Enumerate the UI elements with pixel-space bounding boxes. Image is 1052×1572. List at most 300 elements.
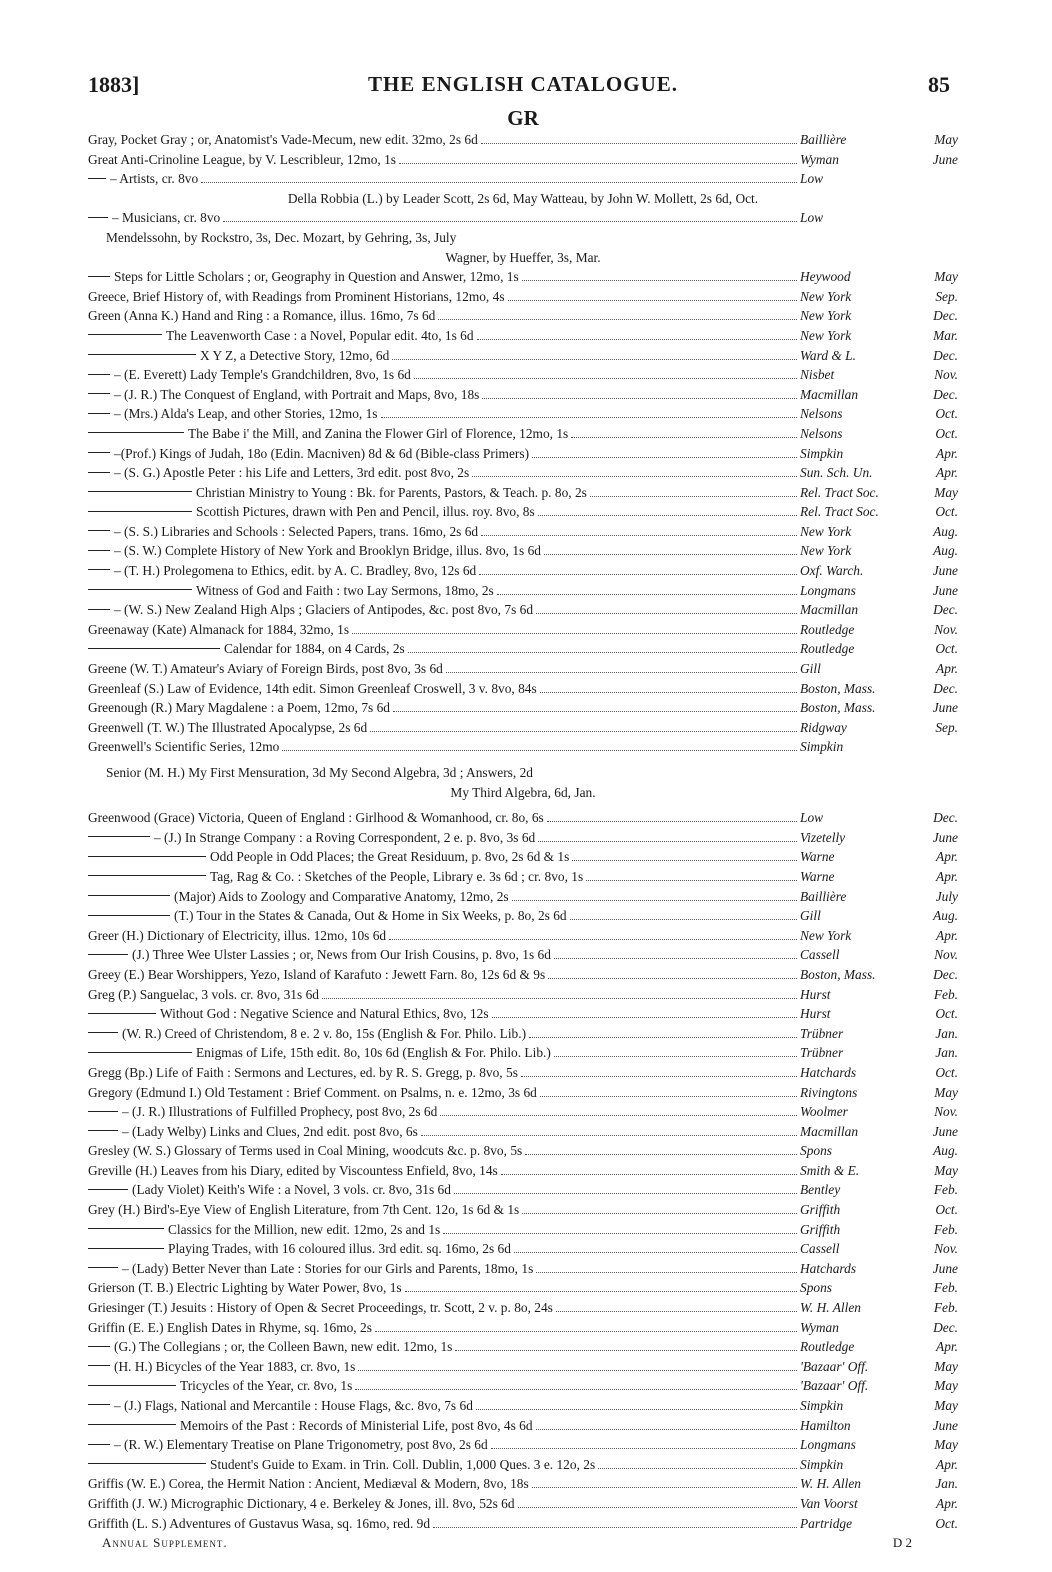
entry-text: Calendar for 1884, on 4 Cards, 2s [224,641,405,657]
entry-title [88,1004,489,1024]
entry-publisher: Heywood [800,269,851,285]
catalogue-entry [88,1455,958,1475]
entry-title [88,1514,430,1534]
entry-month: Apr. [936,661,958,677]
entry-publisher: Macmillan [800,1123,859,1139]
leader-dots [570,919,797,920]
entry-text: Greville (H.) Leaves from his Diary, edited by Viscountess Enfield, 8vo, 14s [88,1162,498,1178]
sub-entry-line: Della Robbia (L.) by Leader Scott, 2s 6d, May Watteau, by John W. Mollett, 2s 6d, Oct. [287,190,759,206]
entry-month: Apr. [936,465,958,481]
leader-dots [223,221,797,222]
entry-month: Apr. [936,1456,958,1472]
entry-publisher: Rel. Tract Soc. [800,484,879,500]
entry-title [88,326,474,346]
entry-publisher: Nelsons [800,406,843,422]
catalogue-entry [88,1357,958,1377]
leader-dots [512,900,797,901]
catalogue-entry [88,385,958,405]
entry-title [88,169,198,189]
entry-month: July [935,888,958,904]
entry-month: Oct. [935,425,958,441]
catalogue-entry [88,1161,958,1181]
entry-text: – (T. H.) Prolegomena to Ethics, edit. by A. C. Bradley, 8vo, 12s 6d [114,563,477,579]
entry-month: Apr. [936,849,958,865]
entry-title [88,600,533,620]
entry-publisher: Trübner [800,1025,844,1041]
sub-entry-line: Wagner, by Hueffer, 3s, Mar. [445,249,601,265]
leader-dots [590,496,797,497]
catalogue-entry [88,346,958,366]
ditto-rule [88,954,128,955]
ditto-rule [88,452,110,453]
catalogue-entry [88,965,958,985]
entry-title [88,1396,473,1416]
ditto-rule [88,1463,206,1464]
catalogue-entry [88,600,958,620]
entry-title [88,1259,533,1279]
entry-title [88,1239,511,1259]
entry-text: Greenleaf (S.) Law of Evidence, 14th edit. Simon Greenleaf Croswell, 3 v. 8vo, 84s [88,680,537,696]
entry-text: Gregg (Bp.) Life of Faith : Sermons and Lectures, ed. by R. S. Gregg, p. 8vo, 5s [88,1064,518,1080]
ditto-rule [88,1404,110,1405]
entry-text: Green (Anna K.) Hand and Ring : a Romance, illus. 16mo, 7s 6d [88,308,436,324]
catalogue-entry [88,522,958,542]
entry-month: Oct. [935,1006,958,1022]
entry-text: – (S. W.) Complete History of New York and Brooklyn Bridge, illus. 8vo, 1s 6d [114,543,542,559]
entry-text: Greenwood (Grace) Victoria, Queen of England : Girlhood & Womanhood, cr. 8o, 6s [88,810,544,826]
ditto-rule [88,1424,176,1425]
leader-dots [554,1056,797,1057]
leader-dots [476,1409,797,1410]
entry-publisher: Bentley [800,1182,841,1198]
catalogue-entry [88,581,958,601]
ditto-rule [88,1189,128,1190]
entry-publisher: Warne [800,849,835,865]
entry-month: Jan. [935,1025,958,1041]
entry-title [88,1200,519,1220]
catalogue-entry [88,847,958,867]
entry-publisher: Hatchards [800,1064,857,1080]
entry-publisher: Spons [800,1280,832,1296]
entry-month: June [932,1123,958,1139]
entry-text: Greg (P.) Sanguelac, 3 vols. cr. 8vo, 31s 6d [88,986,319,1002]
entry-text: Gray, Pocket Gray ; or, Anatomist's Vade-Mecum, new edit. 32mo, 2s 6d [88,132,478,147]
catalogue-entry [88,424,958,444]
sub-list-2 [88,228,958,267]
entry-text: Grey (H.) Bird's-Eye View of English Literature, from 7th Cent. 12o, 1s 6d & 1s [88,1202,520,1218]
leader-dots [322,998,797,999]
leader-dots [556,1311,797,1312]
entry-month: Feb. [933,1280,958,1296]
entry-text: (Lady Violet) Keith's Wife : a Novel, 3 vols. cr. 8vo, 31s 6d [132,1182,451,1198]
entry-month: June [932,151,958,167]
catalogue-entry [88,945,958,965]
leader-dots [381,417,798,418]
sub-list-3 [88,763,958,802]
entry-title [88,502,535,522]
ditto-rule [88,550,110,551]
entry-month: Dec. [933,602,958,618]
entry-title [88,1455,595,1475]
entry-title [88,1141,522,1161]
entry-publisher: Hamilton [800,1417,851,1433]
entry-month: Dec. [933,347,958,363]
ditto-rule [88,1248,164,1249]
ditto-rule [88,569,110,570]
entry-text: Gregory (Edmund I.) Old Testament : Brief Comment. on Psalms, n. e. 12mo, 3s 6d [88,1084,537,1100]
catalogue-entry [88,679,958,699]
entry-publisher: New York [800,327,852,343]
entry-month: May [934,1084,958,1100]
entry-publisher: Longmans [800,582,856,598]
entry-text: – (W. S.) New Zealand High Alps ; Glaciers of Antipodes, &c. post 8vo, 7s 6d [114,602,534,618]
leader-dots [548,978,797,979]
leader-dots [414,378,797,379]
ditto-rule [88,1111,118,1112]
entry-publisher: Simpkin [800,445,844,461]
catalogue-entry [88,502,958,522]
entry-publisher: Cassell [800,1241,840,1257]
entry-title [88,541,541,561]
entry-publisher: Boston, Mass. [800,700,876,716]
entry-title [88,808,544,828]
leader-dots [536,1272,797,1273]
entry-title [88,1357,355,1377]
catalogue-entry [88,561,958,581]
entry-title [88,444,529,464]
ditto-rule [88,413,110,414]
entry-publisher: Low [800,810,824,826]
catalogue-entry [88,1494,958,1514]
ditto-rule [88,895,170,896]
entry-text: (H. H.) Bicycles of the Year 1883, cr. 8vo, 1s [114,1358,356,1374]
entry-month: Feb. [933,1182,958,1198]
catalogue-entry [88,1102,958,1122]
catalogue-entry [88,306,958,326]
entry-text: Scottish Pictures, drawn with Pen and Pencil, illus. roy. 8vo, 8s [196,504,535,520]
leader-dots [501,1174,797,1175]
entry-month: May [934,1162,958,1178]
leader-dots [389,939,797,940]
entry-publisher: Hurst [800,986,831,1002]
catalogue-entry [88,1337,958,1357]
leader-dots [544,554,797,555]
entry-publisher: New York [800,523,852,539]
entry-publisher: Warne [800,868,835,884]
catalogue-entry [88,1180,958,1200]
entry-text: Greer (H.) Dictionary of Electricity, illus. 12mo, 10s 6d [88,927,387,943]
ditto-rule [88,374,110,375]
leader-dots [454,1193,797,1194]
ditto-rule [88,432,184,433]
leader-dots [586,880,797,881]
entry-title [88,306,435,326]
entry-publisher: Boston, Mass. [800,966,876,982]
entry-title [88,385,479,405]
entry-title [88,1122,418,1142]
entry-publisher: Routledge [800,641,855,657]
entry-text: – Musicians, cr. 8vo [112,210,221,226]
leader-dots [598,1468,797,1469]
entry-title [88,718,367,738]
entry-publisher: Gill [800,661,821,677]
entry-title [88,698,390,718]
catalogue-entry [88,208,958,228]
catalogue-entry [88,639,958,659]
entry-title [88,130,478,150]
footer-signature-left: Annual Supplement. [102,1535,228,1551]
entry-publisher: Macmillan [800,602,859,618]
entry-month: Feb. [933,986,958,1002]
entry-text: – Artists, cr. 8vo [110,171,199,187]
entry-month: Aug. [933,908,958,924]
running-header [88,72,958,106]
entry-month: Oct. [935,1202,958,1218]
entry-title [88,1337,452,1357]
leader-dots [481,535,797,536]
catalogue-entry [88,1043,958,1063]
entry-title [88,1220,440,1240]
catalogue-entry [88,483,958,503]
catalogue-entry [88,150,958,170]
entry-text: – (S. G.) Apostle Peter : his Life and Letters, 3rd edit. post 8vo, 2s [114,465,470,481]
catalogue-entry [88,620,958,640]
catalogue-entry [88,1376,958,1396]
ditto-rule [88,491,192,492]
entry-text: – (J.) In Strange Company : a Roving Correspondent, 2 e. p. 8vo, 3s 6d [154,829,536,845]
leader-dots [370,731,797,732]
entry-title [88,1063,518,1083]
leader-dots [399,163,797,164]
entry-text: Student's Guide to Exam. in Trin. Coll. Dublin, 1,000 Ques. 3 e. 12o, 2s [210,1456,596,1472]
entry-title [88,1376,352,1396]
entry-title [88,945,551,965]
entry-publisher: Simpkin [800,1398,844,1413]
entry-publisher: New York [800,308,852,324]
catalogue-entry [88,1318,958,1338]
ditto-rule [88,589,192,590]
entry-text: Griffith (J. W.) Micrographic Dictionary, 4 e. Berkeley & Jones, ill. 8vo, 52s 6d [88,1495,515,1511]
catalogue-entry [88,1239,958,1259]
catalogue-entry [88,926,958,946]
sub-entry-line: My Third Algebra, 6d, Jan. [450,784,596,800]
catalogue-entry [88,1396,958,1416]
ditto-rule [88,511,192,512]
entry-text: X Y Z, a Detective Story, 12mo, 6d [200,347,390,363]
entry-title [88,267,519,287]
entry-title [88,1043,551,1063]
entry-month: Oct. [935,1064,958,1080]
catalogue-entry [88,887,958,907]
ditto-rule [88,1013,156,1014]
ditto-rule [88,1444,110,1445]
leader-dots [522,280,797,281]
catalogue-entry [88,287,958,307]
entry-publisher: Baillière [800,132,847,147]
entry-publisher: Rel. Tract Soc. [800,504,879,520]
entry-month: Aug. [933,1143,958,1159]
leader-dots [532,457,797,458]
entry-publisher: Longmans [800,1437,856,1453]
sub-entry-line: Mendelssohn, by Rockstro, 3s, Dec. Mozart, by Gehring, 3s, July [106,229,457,245]
entry-list-3 [88,267,958,757]
entry-publisher: Cassell [800,947,840,963]
entry-text: Tricycles of the Year, cr. 8vo, 1s [180,1378,353,1394]
entry-title [88,985,319,1005]
leader-dots [572,860,797,861]
entry-text: Greenaway (Kate) Almanack for 1884, 32mo, 1s [88,621,350,637]
catalogue-entry [88,1259,958,1279]
entry-publisher: Partridge [800,1515,853,1531]
leader-dots [201,182,797,183]
entry-month: Dec. [933,1319,958,1335]
entry-month: Dec. [933,810,958,826]
entry-month: May [934,1378,958,1394]
ditto-rule [88,1228,164,1229]
catalogue-entry [88,326,958,346]
entry-text: (T.) Tour in the States & Canada, Out & Home in Six Weeks, p. 8o, 2s 6d [174,908,567,924]
entry-publisher: Hurst [800,1006,831,1022]
entry-title [88,1298,553,1318]
entry-title [88,483,587,503]
entry-publisher: Sun. Sch. Un. [800,465,873,481]
entry-month: Dec. [933,386,958,402]
catalogue-entry [88,698,958,718]
entry-publisher: New York [800,927,852,943]
entry-text: Odd People in Odd Places; the Great Residuum, p. 8vo, 2s 6d & 1s [210,849,570,865]
entry-text: Greece, Brief History of, with Readings from Prominent Historians, 12mo, 4s [88,288,505,304]
leader-dots [352,633,797,634]
leader-dots [375,1331,797,1332]
page-footer [88,1535,958,1555]
entry-text: Enigmas of Life, 15th edit. 8o, 10s 6d (English & For. Philo. Lib.) [196,1045,551,1061]
header-title: THE ENGLISH CATALOGUE. [367,72,679,96]
entry-publisher: Spons [800,1143,832,1159]
entry-month: Dec. [933,680,958,696]
entry-text: Gresley (W. S.) Glossary of Terms used in Coal Mining, woodcuts &c. p. 8vo, 5s [88,1143,523,1159]
entry-text: – (J.) Flags, National and Mercantile : House Flags, &c. 8vo, 7s 6d [114,1398,473,1413]
entry-text: Griffin (E. E.) English Dates in Rhyme, sq. 16mo, 2s [88,1319,372,1335]
leader-dots [508,300,797,301]
entry-title [88,867,583,887]
leader-dots [479,574,797,575]
entry-text: – (Lady) Better Never than Late : Stories for our Girls and Parents, 18mo, 1s [122,1260,534,1276]
entry-list-2 [88,208,958,228]
catalogue-entry [88,463,958,483]
entry-publisher: Baillière [800,888,847,904]
leader-dots [443,1233,797,1234]
entry-text: Greenwell's Scientific Series, 12mo [88,739,280,755]
entry-month: Apr. [936,1495,958,1511]
entry-title [88,150,396,170]
entry-publisher: Nelsons [800,425,843,441]
entry-title [88,679,537,699]
ditto-rule [88,915,170,916]
leader-dots [358,1370,797,1371]
entry-text: The Leavenworth Case : a Novel, Popular edit. 4to, 1s 6d [166,327,474,343]
entry-publisher: W. H. Allen [800,1300,862,1316]
entry-publisher: Smith & E. [800,1162,860,1178]
entry-title [88,1083,537,1103]
entry-title [88,639,405,659]
catalogue-entry [88,1004,958,1024]
entry-text: Griffis (W. E.) Corea, the Hermit Nation : Ancient, Mediæval & Modern, 8vo, 18s [88,1476,529,1492]
entry-text: Great Anti-Crinoline League, by V. Lescribleur, 12mo, 1s [88,151,397,167]
ditto-rule [88,1346,110,1347]
header-year: 1883] [88,72,140,97]
catalogue-entry [88,1024,958,1044]
catalogue-entry [88,1416,958,1436]
catalogue-entry [88,828,958,848]
entry-publisher: Vizetelly [800,829,846,845]
leader-dots [525,1154,797,1155]
footer-signature-mark: D 2 [892,1535,912,1551]
entry-publisher: Boston, Mass. [800,680,876,696]
ditto-rule [88,1365,110,1366]
entry-publisher: W. H. Allen [800,1476,862,1492]
ditto-rule [88,217,108,218]
catalogue-entry [88,1298,958,1318]
ditto-rule [88,1385,176,1386]
catalogue-entry [88,130,958,150]
entry-text: (W. R.) Creed of Christendom, 8 e. 2 v. 8o, 15s (English & For. Philo. Lib.) [122,1025,527,1041]
entry-text: – (Mrs.) Alda's Leap, and other Stories, 12mo, 1s [114,406,378,422]
catalogue-entry [88,985,958,1005]
entry-text: Griesinger (T.) Jesuits : History of Open & Secret Proceedings, tr. Scott, 2 v. p. 8o, 24s [88,1300,553,1316]
entry-title [88,828,535,848]
ditto-rule [88,530,110,531]
catalogue-entry [88,1122,958,1142]
entry-text: – (E. Everett) Lady Temple's Grandchildren, 8vo, 1s 6d [114,367,411,383]
ditto-rule [88,609,110,610]
entry-text: Playing Trades, with 16 coloured illus. 3rd edit. sq. 16mo, 2s 6d [168,1241,511,1257]
catalogue-entry [88,267,958,287]
entry-title [88,208,220,228]
entry-month: May [934,132,958,147]
entry-text: Grierson (T. B.) Electric Lighting by Water Power, 8vo, 1s [88,1280,402,1296]
ditto-rule [88,354,196,355]
entry-title [88,887,509,907]
entry-publisher: 'Bazaar' Off. [800,1358,869,1374]
entry-text: Witness of God and Faith : two Lay Sermons, 18mo, 2s [196,582,494,598]
entry-publisher: Routledge [800,621,855,637]
entry-month: June [932,563,958,579]
entry-publisher: Routledge [800,1339,855,1355]
entry-text: Tag, Rag & Co. : Sketches of the People, Library e. 3s 6d ; cr. 8vo, 1s [210,868,584,884]
leader-dots [355,1389,797,1390]
entry-publisher: New York [800,288,852,304]
ditto-rule [88,334,162,335]
entry-title [88,965,545,985]
leader-dots [472,476,797,477]
leader-dots [540,1096,797,1097]
entry-month: June [932,582,958,598]
entry-text: –(Prof.) Kings of Judah, 18o (Edin. Macniven) 8d & 6d (Bible-class Primers) [114,445,530,461]
entry-title [88,659,443,679]
entry-publisher: Low [800,210,824,226]
ditto-rule [88,1052,192,1053]
entry-month: Nov. [934,1241,958,1257]
ditto-rule [88,178,106,179]
catalogue-entry [88,1063,958,1083]
entry-title [88,287,505,307]
entry-month: May [934,484,958,500]
leader-dots [538,515,797,516]
leader-dots [421,1135,797,1136]
leader-dots [393,711,797,712]
entry-publisher: Hatchards [800,1260,857,1276]
catalogue-entry [88,444,958,464]
